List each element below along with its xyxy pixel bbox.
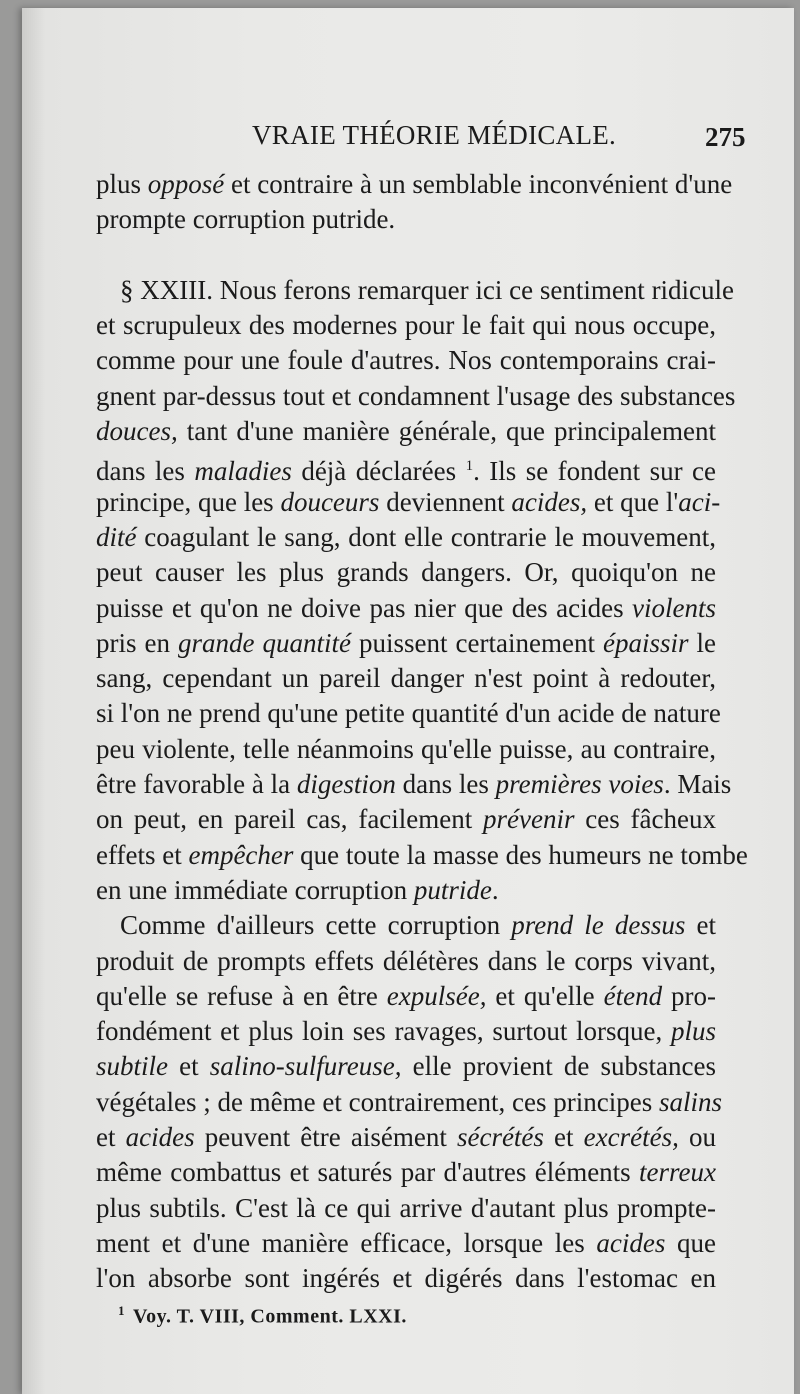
- text-run: végétales ; de même et contrairement, ces principes: [96, 1086, 660, 1117]
- text-line: [96, 873, 716, 908]
- text-line: [96, 343, 716, 378]
- text-line: [96, 202, 716, 237]
- text-run: si l'on ne prend qu'une petite quantité d'un acide de nature: [96, 698, 721, 729]
- text-run: peuvent être aisément: [194, 1122, 457, 1153]
- text-line: [96, 944, 716, 979]
- text-line: [96, 238, 716, 273]
- italic-run: expulsée,: [386, 980, 487, 1011]
- text-line: [96, 520, 716, 555]
- text-line: [96, 379, 736, 414]
- italic-run: digestion: [296, 769, 396, 800]
- text-run: déjà déclarées: [291, 456, 466, 487]
- text-line: [96, 1049, 716, 1084]
- text-run: puisse et qu'on ne doive pas nier que des acides: [96, 592, 633, 623]
- italic-run: dité: [96, 521, 137, 552]
- italic-run: acides,: [511, 486, 588, 517]
- text-line: [96, 1085, 723, 1120]
- italic-run: excrétés,: [583, 1122, 679, 1153]
- text-run: fondément et plus loin ses ravages, surtout lorsque,: [96, 1016, 671, 1047]
- italic-run: empêcher: [188, 839, 294, 870]
- text-run: dans les: [395, 769, 496, 800]
- italic-run: acides: [125, 1122, 195, 1153]
- text-run: . Mais: [663, 769, 732, 800]
- italic-run: étend: [603, 980, 663, 1011]
- text-line: [96, 626, 716, 661]
- text-run: on peut, en pareil cas, facilement: [96, 804, 484, 835]
- text-run: et que l': [587, 486, 679, 517]
- text-run: puissent certainement: [351, 627, 603, 658]
- text-line: [96, 767, 732, 802]
- footnote-marker: 1: [118, 1303, 125, 1318]
- italic-run: douces,: [96, 416, 178, 447]
- italic-run: terreux: [639, 1157, 716, 1188]
- footnote-reference: 1: [465, 458, 474, 475]
- italic-run: subtile: [96, 1051, 168, 1082]
- italic-run: salino-sulfureuse,: [209, 1051, 402, 1082]
- text-line: [96, 696, 721, 731]
- italic-run: sécrétés: [456, 1122, 544, 1153]
- text-run: ment et d'une manière efficace, lorsque les: [96, 1227, 597, 1258]
- text-run: qu'elle se refuse à en être: [96, 980, 387, 1011]
- text-run: sang, cependant un pareil danger n'est point à redouter,: [96, 663, 716, 694]
- text-run: pris en: [96, 627, 179, 658]
- italic-run: violents: [632, 592, 716, 623]
- text-line: [96, 732, 716, 767]
- text-run: comme pour une foule d'autres. Nos contemporains crai-: [96, 345, 716, 376]
- running-title: VRAIE THÉORIE MÉDICALE.: [252, 120, 617, 150]
- text-line: [96, 908, 716, 943]
- text-run: elle provient de substances: [401, 1051, 716, 1082]
- text-run: être favorable à la: [96, 769, 297, 800]
- footnote: [118, 1303, 407, 1329]
- italic-run: salins: [659, 1086, 723, 1117]
- text-run: produit de prompts effets délétères dans le corps vivant,: [96, 945, 716, 976]
- text-line: [96, 485, 721, 520]
- text-line: [96, 167, 733, 202]
- italic-run: douceurs: [280, 486, 380, 517]
- text-run: ces fâcheux: [574, 804, 716, 835]
- italic-run: opposé: [147, 169, 225, 199]
- italic-run: acides: [596, 1227, 666, 1258]
- text-run: plus subtils. C'est là ce qui arrive d'autant plus prompte-: [96, 1192, 716, 1223]
- text-run: gnent par-dessus tout et condamnent l'usage des substances: [96, 380, 736, 411]
- text-line: [96, 414, 716, 449]
- text-run: .: [491, 874, 499, 905]
- text-run: et: [168, 1051, 210, 1082]
- text-run: dans les: [96, 456, 195, 487]
- italic-run: maladies: [194, 456, 292, 487]
- text-line: [96, 1191, 716, 1226]
- text-run: tant d'une manière générale, que principalement: [177, 416, 716, 447]
- text-run: pro-: [662, 980, 716, 1011]
- text-run: prompte corruption putride.: [96, 204, 396, 235]
- text-run: deviennent: [379, 486, 512, 517]
- text-line: [96, 555, 716, 590]
- text-line: [96, 273, 735, 308]
- text-line: [96, 979, 716, 1014]
- text-run: et: [543, 1122, 584, 1153]
- italic-run: aci-: [678, 486, 721, 517]
- footnote-text: Voy. T. VIII, Comment. LXXI.: [133, 1305, 407, 1328]
- text-run: coagulant le sang, dont elle contrarie le mouvement,: [136, 521, 716, 552]
- text-run: et contraire à un semblable inconvénient d'une: [224, 169, 733, 199]
- text-line: [96, 1120, 716, 1155]
- text-line: [96, 308, 716, 343]
- italic-run: putride: [413, 874, 492, 905]
- italic-run: épaissir: [602, 627, 689, 658]
- italic-run: prend le dessus: [511, 910, 686, 941]
- text-run: et qu'elle: [486, 980, 604, 1011]
- text-line: [96, 661, 716, 696]
- text-run: Comme d'ailleurs cette corruption: [120, 910, 512, 941]
- text-run: peu violente, telle néanmoins qu'elle puisse, au contraire,: [96, 733, 716, 764]
- italic-run: grande quantité: [178, 627, 352, 658]
- text-run: plus: [96, 169, 148, 199]
- text-line: [96, 449, 717, 487]
- text-run: . Ils se fondent sur ce: [473, 456, 717, 487]
- text-line: [96, 1155, 716, 1190]
- text-line: [96, 1226, 716, 1261]
- body-text: [96, 167, 748, 1297]
- text-run: peut causer les plus grands dangers. Or, quoiqu'on ne: [96, 557, 716, 588]
- text-run: et scrupuleux des modernes pour le fait qui nous occupe,: [96, 310, 716, 341]
- italic-run: prévenir: [483, 804, 575, 835]
- page-header: [0, 120, 800, 160]
- text-line: [96, 1261, 716, 1296]
- text-run: et: [96, 1122, 126, 1153]
- text-run: et: [685, 910, 716, 941]
- text-run: ou: [678, 1122, 716, 1153]
- page-number: 275: [705, 122, 746, 152]
- text-run: l'on absorbe sont ingérés et digérés dans l'estomac en: [96, 1263, 716, 1294]
- text-run: que: [665, 1227, 716, 1258]
- italic-run: premières voies: [495, 769, 664, 800]
- text-run: en une immédiate corruption: [96, 874, 414, 905]
- text-line: [96, 591, 716, 626]
- text-line: [96, 838, 748, 873]
- text-run: que toute la masse des humeurs ne tombe: [293, 839, 748, 870]
- text-run: le: [688, 627, 716, 658]
- italic-run: plus: [670, 1016, 716, 1047]
- text-run: principe, que les: [96, 486, 281, 517]
- text-run: effets et: [96, 839, 189, 870]
- text-run: même combattus et saturés par d'autres éléments: [96, 1157, 640, 1188]
- text-line: [96, 802, 716, 837]
- text-line: [96, 1014, 716, 1049]
- text-run: § XXIII. Nous ferons remarquer ici ce sentiment ridicule: [120, 274, 735, 305]
